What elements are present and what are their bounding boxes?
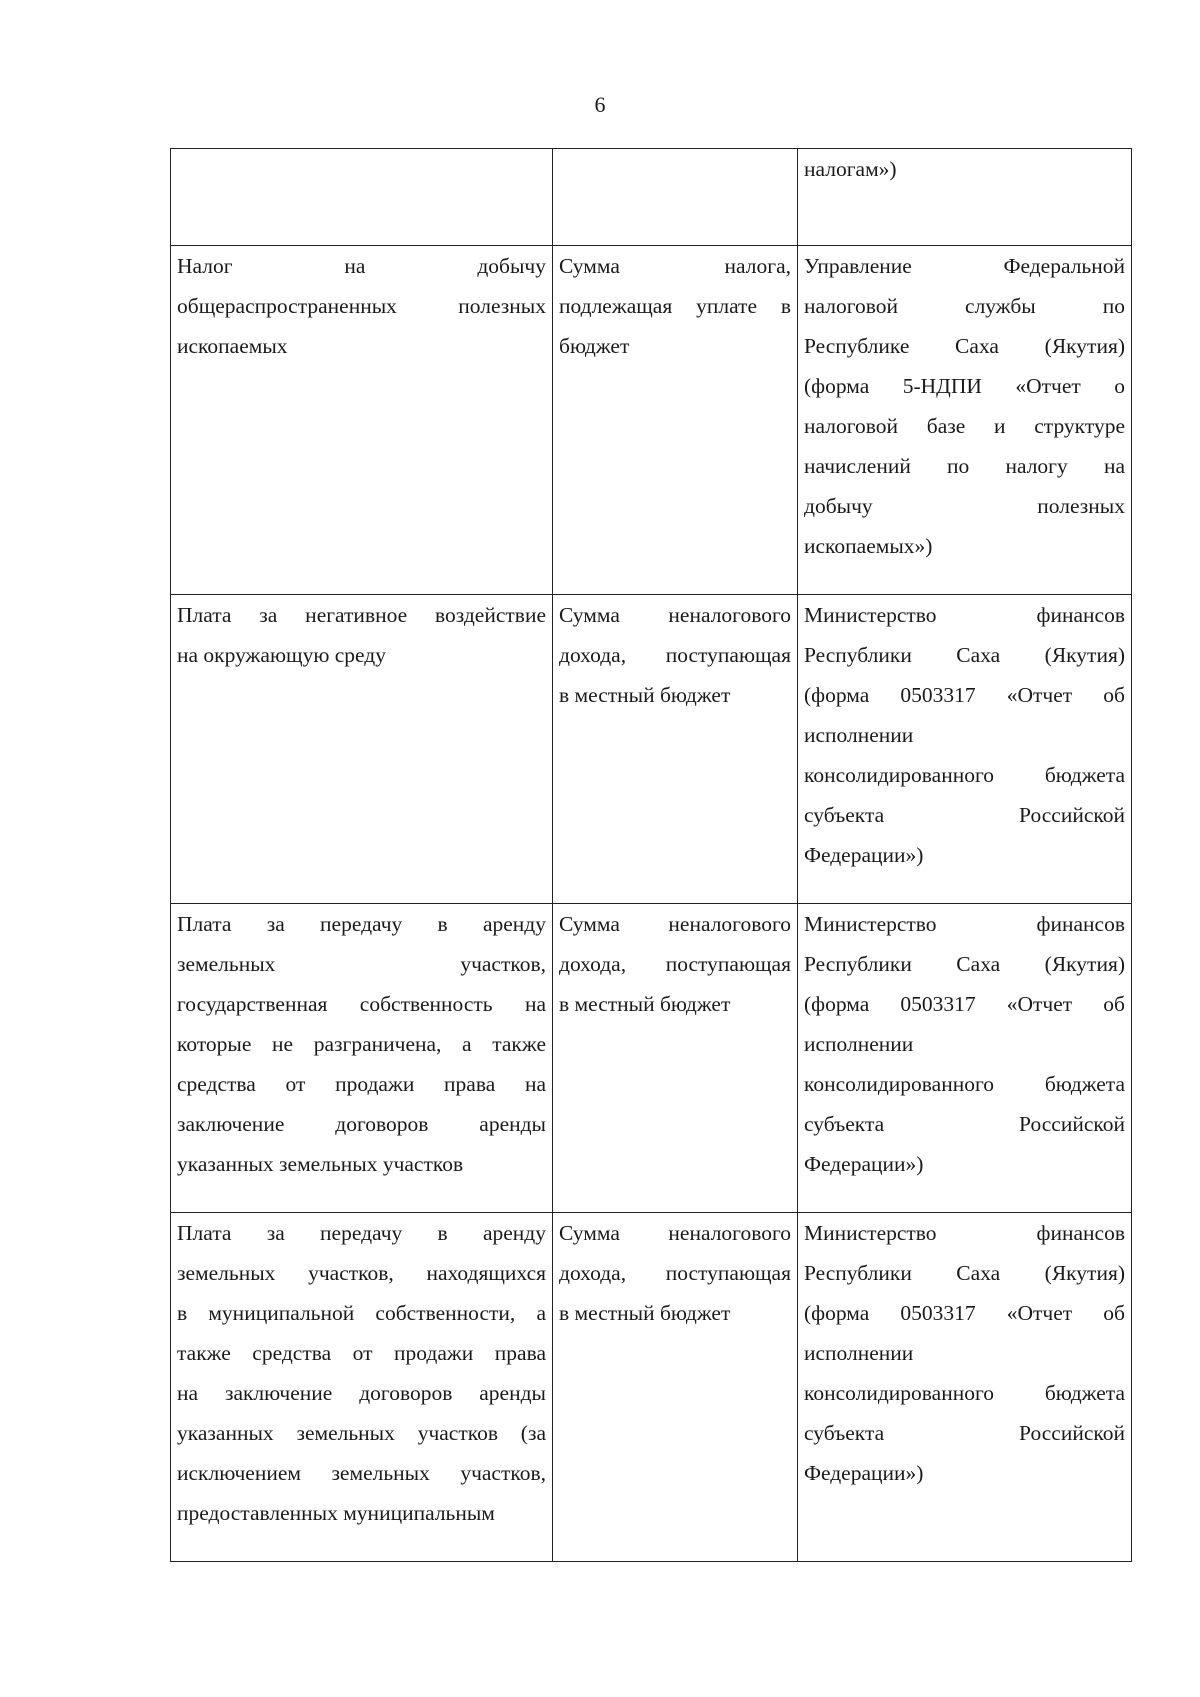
cell-text-line: в местный бюджет bbox=[559, 683, 731, 707]
cell-text-line: Сумма неналогового bbox=[559, 912, 791, 936]
cell-text-line: земельных участков, находящихся bbox=[177, 1261, 546, 1285]
cell-text-line: государственная собственность на bbox=[177, 992, 546, 1016]
cell-text-line: Плата за передачу в аренду bbox=[177, 1221, 546, 1245]
cell-text-line: подлежащая уплате в bbox=[559, 294, 791, 318]
cell-data-source bbox=[798, 1213, 1132, 1562]
table-row bbox=[171, 1213, 1132, 1562]
cell-revenue-type bbox=[171, 246, 553, 595]
cell-indicator bbox=[553, 904, 798, 1213]
cell-text-line: налогам») bbox=[804, 157, 897, 181]
cell-text-line: добычу полезных bbox=[804, 494, 1125, 518]
cell-text-line: исполнении bbox=[804, 1032, 914, 1056]
cell-text-line: исполнении bbox=[804, 723, 914, 747]
cell-text-line: в муниципальной собственности, а bbox=[177, 1301, 546, 1325]
cell-text-line: (форма 5-НДПИ «Отчет о bbox=[804, 374, 1125, 398]
revenue-sources-table bbox=[170, 148, 1132, 1562]
cell-text-line: субъекта Российской bbox=[804, 1112, 1125, 1136]
cell-text-line: Республики Саха (Якутия) bbox=[804, 1261, 1125, 1285]
cell-text-line: указанных земельных участков (за bbox=[177, 1421, 546, 1445]
cell-text-line: (форма 0503317 «Отчет об bbox=[804, 992, 1125, 1016]
page-number: 6 bbox=[594, 92, 606, 117]
cell-text-line: Управление Федеральной bbox=[804, 254, 1125, 278]
cell-text-line: Министерство финансов bbox=[804, 912, 1125, 936]
cell-text-line: дохода, поступающая bbox=[559, 643, 791, 667]
cell-text-line: Плата за передачу в аренду bbox=[177, 912, 546, 936]
cell-text-line: Налог на добычу bbox=[177, 254, 546, 278]
cell-text-line: бюджет bbox=[559, 334, 630, 358]
cell-text-line: на заключение договоров аренды bbox=[177, 1381, 546, 1405]
cell-text-line: ископаемых») bbox=[804, 534, 933, 558]
cell-revenue-type bbox=[171, 595, 553, 904]
table-row bbox=[171, 149, 1132, 246]
cell-revenue-type bbox=[171, 1213, 553, 1562]
cell-text-line: Министерство финансов bbox=[804, 1221, 1125, 1245]
cell-text-line: земельных участков, bbox=[177, 952, 546, 976]
cell-text-line: (форма 0503317 «Отчет об bbox=[804, 1301, 1125, 1325]
cell-text-line: Республики Саха (Якутия) bbox=[804, 643, 1125, 667]
cell-text-line: Сумма неналогового bbox=[559, 1221, 791, 1245]
cell-text-line: налоговой службы по bbox=[804, 294, 1125, 318]
cell-text-line: субъекта Российской bbox=[804, 803, 1125, 827]
cell-text-line: предоставленных муниципальным bbox=[177, 1501, 495, 1525]
cell-text-line: которые не разграничена, а также bbox=[177, 1032, 546, 1056]
cell-text-line: консолидированного бюджета bbox=[804, 1072, 1125, 1096]
cell-text-line: Федерации») bbox=[804, 1152, 924, 1176]
cell-text-line: на окружающую среду bbox=[177, 643, 386, 667]
cell-indicator bbox=[553, 595, 798, 904]
cell-text-line: дохода, поступающая bbox=[559, 1261, 791, 1285]
cell-text-line: исполнении bbox=[804, 1341, 914, 1365]
cell-text-line: Федерации») bbox=[804, 843, 924, 867]
cell-text-line: средства от продажи права на bbox=[177, 1072, 546, 1096]
cell-text-line: в местный бюджет bbox=[559, 992, 731, 1016]
cell-text-line: налоговой базе и структуре bbox=[804, 414, 1125, 438]
cell-text-line: Республике Саха (Якутия) bbox=[804, 334, 1125, 358]
cell-text-line: заключение договоров аренды bbox=[177, 1112, 546, 1136]
cell-text-line: дохода, поступающая bbox=[559, 952, 791, 976]
cell-indicator bbox=[553, 1213, 798, 1562]
cell-indicator bbox=[553, 246, 798, 595]
cell-text-line: Сумма неналогового bbox=[559, 603, 791, 627]
cell-indicator bbox=[553, 149, 798, 246]
cell-text-line: (форма 0503317 «Отчет об bbox=[804, 683, 1125, 707]
table-row bbox=[171, 246, 1132, 595]
cell-data-source bbox=[798, 595, 1132, 904]
cell-text-line: Республики Саха (Якутия) bbox=[804, 952, 1125, 976]
cell-text-line: Министерство финансов bbox=[804, 603, 1125, 627]
cell-text-line: указанных земельных участков bbox=[177, 1152, 464, 1176]
cell-text-line: консолидированного бюджета bbox=[804, 1381, 1125, 1405]
cell-revenue-type bbox=[171, 904, 553, 1213]
cell-text-line: Сумма налога, bbox=[559, 254, 791, 278]
cell-text-line: субъекта Российской bbox=[804, 1421, 1125, 1445]
cell-revenue-type bbox=[171, 149, 553, 246]
cell-text-line: в местный бюджет bbox=[559, 1301, 731, 1325]
cell-text-line: консолидированного бюджета bbox=[804, 763, 1125, 787]
cell-text-line: начислений по налогу на bbox=[804, 454, 1125, 478]
cell-text-line: ископаемых bbox=[177, 334, 288, 358]
table-row bbox=[171, 595, 1132, 904]
cell-text-line: также средства от продажи права bbox=[177, 1341, 546, 1365]
cell-text-line: Плата за негативное воздействие bbox=[177, 603, 546, 627]
cell-data-source bbox=[798, 904, 1132, 1213]
cell-data-source bbox=[798, 246, 1132, 595]
cell-text-line: Федерации») bbox=[804, 1461, 924, 1485]
cell-text-line: общераспространенных полезных bbox=[177, 294, 546, 318]
table-row bbox=[171, 904, 1132, 1213]
cell-text-line: исключением земельных участков, bbox=[177, 1461, 546, 1485]
cell-data-source bbox=[798, 149, 1132, 246]
